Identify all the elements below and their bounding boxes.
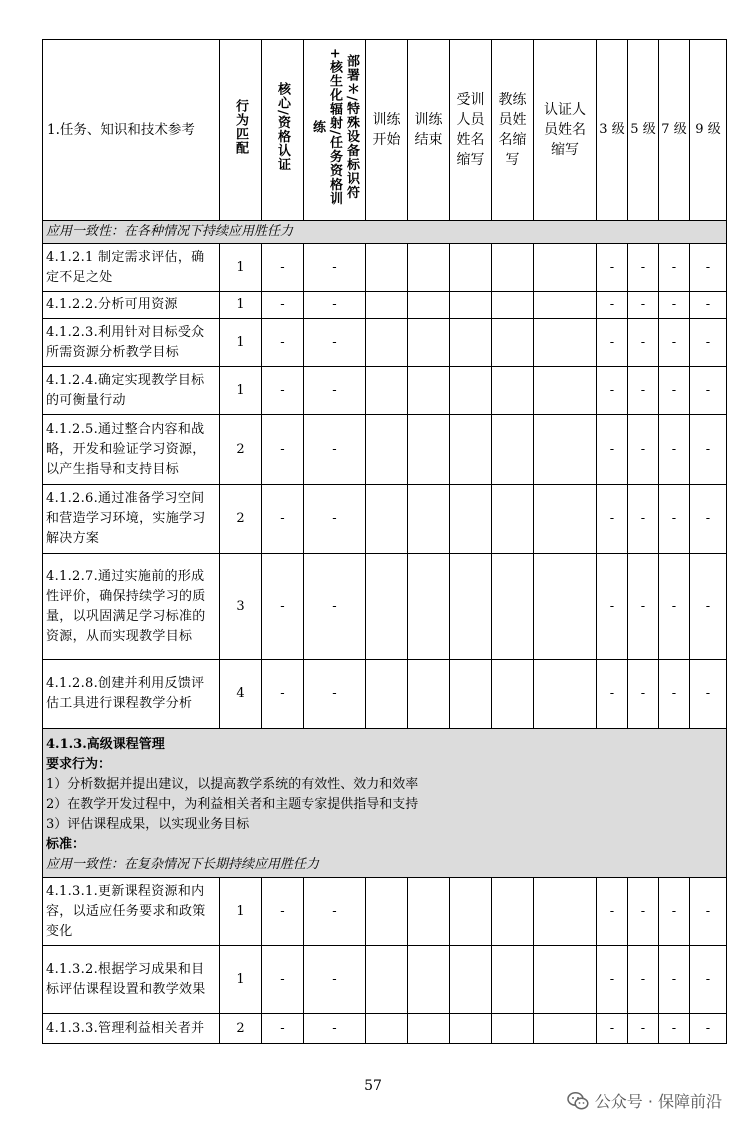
dash-cell: - <box>262 1014 304 1044</box>
dash-cell: - <box>690 367 727 415</box>
behavior-cell: 1 <box>220 319 262 367</box>
dash-cell: - <box>659 878 690 946</box>
empty-cell <box>492 946 534 1014</box>
empty-cell <box>366 1014 408 1044</box>
empty-cell <box>534 554 597 660</box>
empty-cell <box>450 415 492 485</box>
table-row <box>43 946 727 1014</box>
dash-cell: - <box>690 485 727 554</box>
behavior-cell: 4 <box>220 660 262 729</box>
empty-cell <box>450 319 492 367</box>
header-trainer: 教练员姓名缩写 <box>492 40 534 221</box>
empty-cell <box>450 485 492 554</box>
behavior-cell: 1 <box>220 244 262 292</box>
empty-cell <box>450 660 492 729</box>
empty-cell <box>366 367 408 415</box>
dash-cell: - <box>628 367 659 415</box>
empty-cell <box>450 1014 492 1044</box>
empty-cell <box>534 244 597 292</box>
empty-cell <box>450 554 492 660</box>
empty-cell <box>492 554 534 660</box>
dash-cell: - <box>304 554 366 660</box>
section2-block <box>43 729 727 878</box>
task-cell: 4.1.2.7.通过实施前的形成性评价，确保持续学习的质量，以巩固满足学习标准的资源，从而实现教学目标 <box>43 554 220 660</box>
dash-cell: - <box>304 878 366 946</box>
dash-cell: - <box>659 415 690 485</box>
task-cell: 4.1.2.6.通过准备学习空间和营造学习环境，实施学习解决方案 <box>43 485 220 554</box>
behavior-item-1: 1）分析数据并提出建议，以提高教学系统的有效性、效力和效率 <box>46 777 419 792</box>
dash-cell: - <box>304 415 366 485</box>
dash-cell: - <box>304 946 366 1014</box>
header-row <box>43 40 727 221</box>
empty-cell <box>366 485 408 554</box>
watermark <box>567 1089 722 1112</box>
dash-cell: - <box>262 485 304 554</box>
empty-cell <box>408 415 450 485</box>
behavior-cell: 2 <box>220 1014 262 1044</box>
dash-cell: - <box>304 1014 366 1044</box>
dash-cell: - <box>628 660 659 729</box>
empty-cell <box>492 878 534 946</box>
empty-cell <box>450 946 492 1014</box>
task-cell: 4.1.3.3.管理利益相关者并 <box>43 1014 220 1044</box>
table-row <box>43 319 727 367</box>
table-row <box>43 415 727 485</box>
table-row <box>43 485 727 554</box>
empty-cell <box>408 554 450 660</box>
dash-cell: - <box>659 1014 690 1044</box>
empty-cell <box>408 485 450 554</box>
empty-cell <box>534 415 597 485</box>
empty-cell <box>492 485 534 554</box>
empty-cell <box>492 292 534 319</box>
dash-cell: - <box>262 367 304 415</box>
empty-cell <box>366 415 408 485</box>
dash-cell: - <box>597 1014 628 1044</box>
dash-cell: - <box>304 292 366 319</box>
empty-cell <box>366 878 408 946</box>
task-cell: 4.1.2.4.确定实现教学目标的可衡量行动 <box>43 367 220 415</box>
dash-cell: - <box>304 485 366 554</box>
dash-cell: - <box>262 244 304 292</box>
table-row <box>43 1014 727 1044</box>
section2-consistency: 应用一致性：在复杂情况下长期持续应用胜任力 <box>46 857 320 872</box>
dash-cell: - <box>628 292 659 319</box>
header-level-3: 3 级 <box>597 40 628 221</box>
empty-cell <box>492 660 534 729</box>
training-record-table <box>42 39 727 1044</box>
behavior-item-3: 3）评估课程成果，以实现业务目标 <box>46 817 250 832</box>
dash-cell: - <box>628 554 659 660</box>
section2-title: 4.1.3.高级课程管理 <box>46 737 165 752</box>
empty-cell <box>534 367 597 415</box>
dash-cell: - <box>597 244 628 292</box>
dash-cell: - <box>659 244 690 292</box>
dash-cell: - <box>628 319 659 367</box>
dash-cell: - <box>690 878 727 946</box>
header-trainee: 受训人员姓名缩写 <box>450 40 492 221</box>
dash-cell: - <box>597 660 628 729</box>
empty-cell <box>534 319 597 367</box>
dash-cell: - <box>304 319 366 367</box>
header-level-7: 7 级 <box>659 40 690 221</box>
empty-cell <box>450 292 492 319</box>
dash-cell: - <box>659 485 690 554</box>
table-row <box>43 660 727 729</box>
task-cell: 4.1.3.1.更新课程资源和内容，以适应任务要求和政策变化 <box>43 878 220 946</box>
dash-cell: - <box>597 554 628 660</box>
page-number: 57 <box>364 1078 382 1094</box>
empty-cell <box>534 485 597 554</box>
dash-cell: - <box>690 244 727 292</box>
dash-cell: - <box>262 319 304 367</box>
empty-cell <box>534 946 597 1014</box>
header-certifier: 认证人员姓名缩写 <box>534 40 597 221</box>
dash-cell: - <box>690 292 727 319</box>
empty-cell <box>492 1014 534 1044</box>
task-cell: 4.1.2.8.创建并利用反馈评估工具进行课程教学分析 <box>43 660 220 729</box>
empty-cell <box>492 367 534 415</box>
dash-cell: - <box>262 554 304 660</box>
dash-cell: - <box>262 878 304 946</box>
header-level-9: 9 级 <box>690 40 727 221</box>
task-cell: 4.1.2.3.利用针对目标受众所需资源分析教学目标 <box>43 319 220 367</box>
empty-cell <box>534 1014 597 1044</box>
wechat-icon <box>567 1091 589 1111</box>
dash-cell: - <box>597 415 628 485</box>
dash-cell: - <box>597 292 628 319</box>
header-behavior: 行为匹配 <box>220 40 262 221</box>
section1-subheading-row <box>43 221 727 244</box>
header-task: 1.任务、知识和技术参考 <box>43 40 220 221</box>
empty-cell <box>450 244 492 292</box>
behavior-cell: 1 <box>220 946 262 1014</box>
dash-cell: - <box>659 660 690 729</box>
task-cell: 4.1.2.1 制定需求评估，确定不足之处 <box>43 244 220 292</box>
header-train-end: 训练结束 <box>408 40 450 221</box>
section1-subheading: 应用一致性：在各种情况下持续应用胜任力 <box>43 221 727 244</box>
behavior-cell: 1 <box>220 367 262 415</box>
table-row <box>43 367 727 415</box>
empty-cell <box>492 244 534 292</box>
dash-cell: - <box>628 946 659 1014</box>
behavior-cell: 2 <box>220 485 262 554</box>
empty-cell <box>450 367 492 415</box>
empty-cell <box>366 319 408 367</box>
dash-cell: - <box>597 485 628 554</box>
empty-cell <box>408 292 450 319</box>
empty-cell <box>492 415 534 485</box>
table-row <box>43 244 727 292</box>
header-level-5: 5 级 <box>628 40 659 221</box>
dash-cell: - <box>628 485 659 554</box>
dash-cell: - <box>628 878 659 946</box>
table-row <box>43 292 727 319</box>
empty-cell <box>408 878 450 946</box>
dash-cell: - <box>304 367 366 415</box>
table-row <box>43 878 727 946</box>
dash-cell: - <box>659 367 690 415</box>
dash-cell: - <box>690 554 727 660</box>
dash-cell: - <box>628 244 659 292</box>
dash-cell: - <box>659 319 690 367</box>
dash-cell: - <box>690 1014 727 1044</box>
empty-cell <box>408 319 450 367</box>
dash-cell: - <box>304 244 366 292</box>
empty-cell <box>492 319 534 367</box>
dash-cell: - <box>690 319 727 367</box>
empty-cell <box>534 660 597 729</box>
task-cell: 4.1.2.2.分析可用资源 <box>43 292 220 319</box>
header-core: 核心/资格认证 <box>262 40 304 221</box>
empty-cell <box>366 292 408 319</box>
empty-cell <box>408 1014 450 1044</box>
empty-cell <box>366 244 408 292</box>
dash-cell: - <box>659 554 690 660</box>
task-cell: 4.1.2.5.通过整合内容和战略，开发和验证学习资源，以产生指导和支持目标 <box>43 415 220 485</box>
dash-cell: - <box>597 878 628 946</box>
empty-cell <box>408 244 450 292</box>
header-train-start: 训练开始 <box>366 40 408 221</box>
dash-cell: - <box>597 946 628 1014</box>
empty-cell <box>366 660 408 729</box>
section1-rows <box>43 244 727 729</box>
section2-rows <box>43 878 727 1044</box>
empty-cell <box>366 554 408 660</box>
dash-cell: - <box>597 319 628 367</box>
dash-cell: - <box>659 946 690 1014</box>
dash-cell: - <box>690 415 727 485</box>
required-behavior-label: 要求行为： <box>46 757 112 772</box>
empty-cell <box>408 946 450 1014</box>
empty-cell <box>534 878 597 946</box>
behavior-item-2: 2）在教学开发过程中，为利益相关者和主题专家提供指导和支持 <box>46 797 419 812</box>
behavior-cell: 1 <box>220 878 262 946</box>
dash-cell: - <box>262 946 304 1014</box>
task-cell: 4.1.3.2.根据学习成果和目标评估课程设置和教学效果 <box>43 946 220 1014</box>
behavior-cell: 3 <box>220 554 262 660</box>
empty-cell <box>534 292 597 319</box>
dash-cell: - <box>262 292 304 319</box>
table-row <box>43 554 727 660</box>
header-deploy: 部署＊/特殊设备标识符+核生化辐射/任务资格训练 <box>304 40 366 221</box>
dash-cell: - <box>628 415 659 485</box>
dash-cell: - <box>690 660 727 729</box>
dash-cell: - <box>659 292 690 319</box>
dash-cell: - <box>628 1014 659 1044</box>
empty-cell <box>366 946 408 1014</box>
dash-cell: - <box>597 367 628 415</box>
behavior-cell: 2 <box>220 415 262 485</box>
behavior-cell: 1 <box>220 292 262 319</box>
dash-cell: - <box>262 415 304 485</box>
empty-cell <box>408 660 450 729</box>
empty-cell <box>408 367 450 415</box>
dash-cell: - <box>262 660 304 729</box>
dash-cell: - <box>690 946 727 1014</box>
section2-header-row <box>43 729 727 878</box>
watermark-text: 公众号 · 保障前沿 <box>594 1092 722 1111</box>
standard-label: 标准： <box>46 837 86 852</box>
empty-cell <box>450 878 492 946</box>
dash-cell: - <box>304 660 366 729</box>
